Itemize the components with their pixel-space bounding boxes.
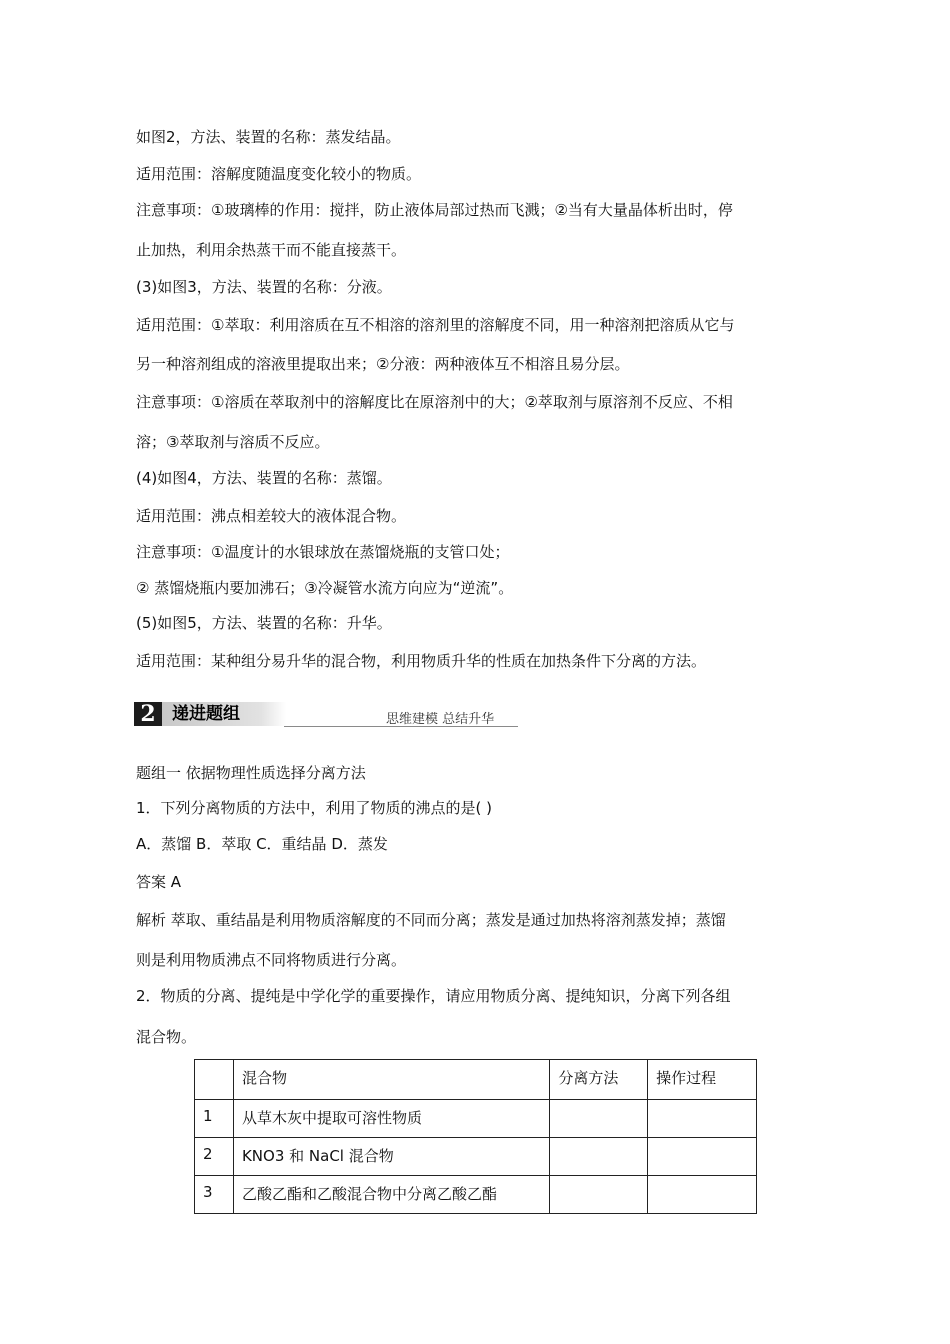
table-cell [550,1138,648,1176]
table-cell: KNO3 和 NaCl 混合物 [233,1138,549,1176]
table-cell: 2 [195,1138,234,1176]
question-line: 混合物。 [136,1028,197,1046]
table-row [195,1100,757,1138]
content-line: 适用范围：沸点相差较大的液体混合物。 [136,507,407,525]
table-header-cell: 分离方法 [550,1060,648,1100]
table-header-cell [195,1060,234,1100]
table-cell [648,1138,757,1176]
table-row [195,1138,757,1176]
content-line: 另一种溶剂组成的溶液里提取出来；②分液：两种液体互不相溶且易分层。 [136,355,630,373]
question-group-title: 题组一 依据物理性质选择分离方法 [136,764,366,782]
table-cell [648,1176,757,1214]
mixture-table [194,1059,757,1214]
content-line: 适用范围：溶解度随温度变化较小的物质。 [136,165,422,183]
table-header-row [195,1060,757,1100]
content-line: 注意事项：①溶质在萃取剂中的溶解度比在原溶剂中的大；②萃取剂与原溶剂不反应、不相 [136,393,733,411]
section-divider [284,726,518,727]
content-line: 适用范围：某种组分易升华的混合物，利用物质升华的性质在加热条件下分离的方法。 [136,652,707,670]
table-cell [550,1176,648,1214]
section-header [134,700,518,730]
section-title: 递进题组 [162,702,286,726]
content-line: 止加热，利用余热蒸干而不能直接蒸干。 [136,241,407,259]
question-line: 1．下列分离物质的方法中，利用了物质的沸点的是( ) [136,799,493,817]
table-header-cell: 操作过程 [648,1060,757,1100]
content-line: ② 蒸馏烧瓶内要加沸石；③冷凝管水流方向应为“逆流”。 [136,579,514,597]
explanation-line: 则是利用物质沸点不同将物质进行分离。 [136,951,407,969]
answer-options: A．蒸馏 B．萃取 C．重结晶 D．蒸发 [136,835,388,853]
content-line: (4)如图4，方法、装置的名称：蒸馏。 [136,469,392,487]
table-row [195,1176,757,1214]
content-line: 适用范围：①萃取：利用溶质在互不相溶的溶剂里的溶解度不同，用一种溶剂把溶质从它与 [136,316,735,334]
table-cell [550,1100,648,1138]
table-cell: 3 [195,1176,234,1214]
content-line: 注意事项：①温度计的水银球放在蒸馏烧瓶的支管口处； [136,543,510,561]
answer-line: 答案 A [136,873,182,891]
question-line: 2．物质的分离、提纯是中学化学的重要操作，请应用物质分离、提纯知识，分离下列各组 [136,987,731,1005]
explanation-line: 解析 萃取、重结晶是利用物质溶解度的不同而分离；蒸发是通过加热将溶剂蒸发掉；蒸馏 [136,911,726,929]
section-subtitle: 思维建模 总结升华 [386,712,495,727]
content-line: (3)如图3，方法、装置的名称：分液。 [136,278,392,296]
table-cell: 从草木灰中提取可溶性物质 [233,1100,549,1138]
content-line: 注意事项：①玻璃棒的作用：搅拌，防止液体局部过热而飞溅；②当有大量晶体析出时，停 [136,201,733,219]
content-line: (5)如图5，方法、装置的名称：升华。 [136,614,392,632]
section-number-badge: 2 [134,702,162,726]
content-line: 溶；③萃取剂与溶质不反应。 [136,433,330,451]
table-header-cell: 混合物 [233,1060,549,1100]
table-cell: 乙酸乙酯和乙酸混合物中分离乙酸乙酯 [233,1176,549,1214]
table-cell [648,1100,757,1138]
content-line: 如图2，方法、装置的名称：蒸发结晶。 [136,128,401,146]
table-cell: 1 [195,1100,234,1138]
